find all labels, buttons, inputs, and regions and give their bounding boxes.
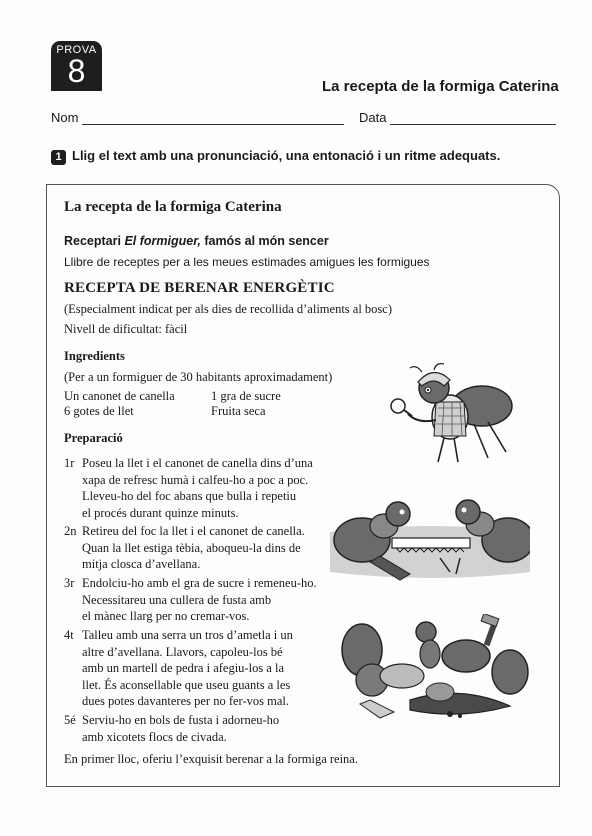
step-line: amb xicotets flocs de civada.	[82, 729, 227, 744]
date-label: Data	[359, 110, 387, 125]
step-number: 4t	[64, 628, 74, 642]
name-label: Nom	[51, 110, 79, 125]
step-number: 2n	[64, 524, 77, 538]
ingredient-item: 6 gotes de llet	[64, 404, 134, 418]
test-badge	[51, 41, 102, 91]
step-line: Poseu la llet i el canonet de canella dins d’una	[82, 456, 313, 470]
step-number: 1r	[64, 456, 75, 470]
page-title: La recepta de la formiga Caterina	[322, 78, 559, 95]
name-field[interactable]	[51, 110, 344, 125]
step-line: el procés durant quinze minuts.	[82, 505, 239, 520]
step-line: llet. És aconsellable que useu guants a les	[82, 677, 291, 692]
date-line[interactable]	[390, 124, 556, 125]
step-line: el mànec llarg per no cremar-vos.	[82, 609, 250, 623]
recipe-title: RECEPTA DE BERENAR ENERGÈTIC	[64, 280, 335, 296]
step-line: Quan la llet estiga tèbia, aboqueu-la dins de	[82, 540, 301, 555]
step-line: Lleveu-ho del foc abans que bulla i repetiu	[82, 489, 297, 503]
book-subtitle: Llibre de receptes per a les meues estimades amigues les formigues	[64, 255, 430, 269]
difficulty: Nivell de dificultat: fàcil	[64, 322, 188, 336]
book-prefix: Receptari	[64, 234, 125, 248]
closing-text: En primer lloc, oferiu l’exquisit berenar a la formiga reina.	[64, 752, 358, 766]
step-line: xapa de refresc humà i calfeu-ho a poc a poc.	[82, 472, 309, 487]
badge-label: PROVA	[56, 44, 97, 56]
book-name: El formiguer,	[124, 234, 201, 248]
ant-chef-illustration	[378, 362, 518, 470]
step-line: amb un martell de pedra i afegiu-los a la	[82, 661, 285, 675]
ants-cracking-nuts-illustration	[340, 614, 530, 726]
task-text: Llig el text amb una pronunciació, una entonació i un ritme adequats.	[72, 148, 501, 163]
task-number: 1	[51, 150, 66, 165]
name-line[interactable]	[82, 124, 344, 125]
ingredient-item: Fruita seca	[211, 404, 266, 418]
step-line: dues potes davanteres per no fer-vos mal.	[82, 694, 289, 708]
recipe-note: (Especialment indicat per als dies de recollida d’aliments al bosc)	[64, 302, 393, 316]
step-line: Serviu-ho en bols de fusta i adorneu-ho	[82, 713, 280, 727]
ingredients-note: (Per a un formiguer de 30 habitants aproximadament)	[64, 370, 333, 384]
step-number: 3r	[64, 576, 75, 590]
step-line: Retireu del foc la llet i el canonet de canella.	[82, 524, 305, 538]
step-line: mitja closca d’avellana.	[82, 557, 201, 571]
step-number: 5é	[64, 713, 76, 727]
step-line: altre d’avellana. Llavors, capoleu-los bé	[82, 644, 283, 659]
date-field[interactable]	[359, 110, 556, 125]
badge-number: 8	[67, 53, 86, 89]
ingredient-item: 1 gra de sucre	[211, 389, 281, 403]
step-line: Talleu amb una serra un tros d’ametla i un	[82, 628, 293, 642]
text-title: La recepta de la formiga Caterina	[64, 199, 282, 215]
ingredient-item: Un canonet de canella	[64, 389, 175, 403]
step-line: Necessitareu una cullera de fusta amb	[82, 592, 272, 607]
task-instruction	[51, 148, 500, 165]
book-suffix: famós al món sencer	[200, 234, 329, 248]
ants-sawing-illustration	[330, 492, 530, 592]
ingredients-heading: Ingredients	[64, 349, 125, 363]
step-line: Endolciu-ho amb el gra de sucre i remeneu-ho.	[82, 576, 317, 590]
preparation-heading: Preparació	[64, 431, 123, 445]
book-title	[64, 234, 329, 248]
